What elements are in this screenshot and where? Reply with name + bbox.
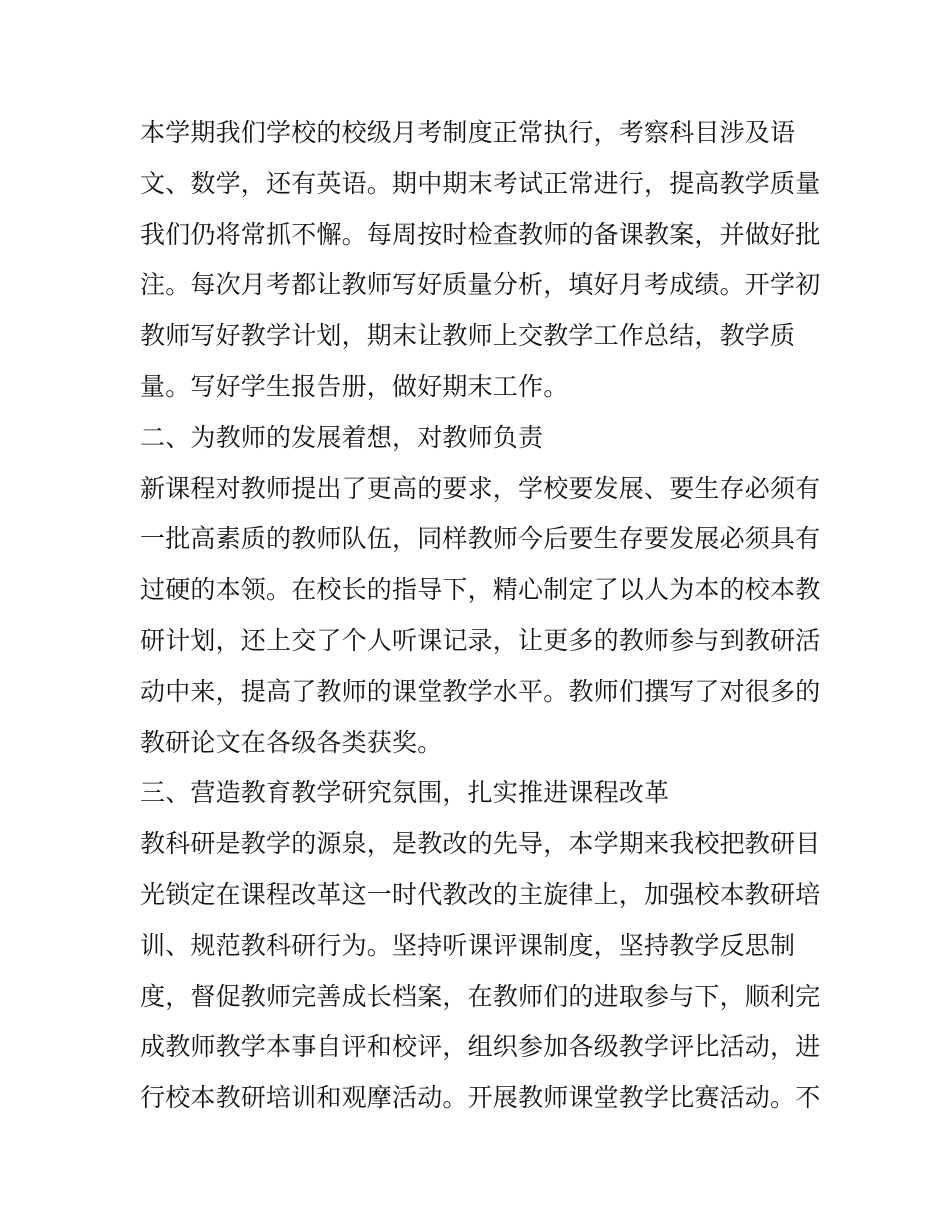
paragraph-line: 过硬的本领。在校长的指导下，精心制定了以人为本的校本教 <box>140 575 821 605</box>
paragraph-line: 动中来，提高了教师的课堂教学水平。教师们撰写了对很多的 <box>140 676 821 706</box>
paragraph-line: 量。写好学生报告册，做好期末工作。 <box>140 371 569 401</box>
paragraph-line: 训、规范教科研行为。坚持听课评课制度，坚持教学反思制 <box>140 930 796 960</box>
paragraph-line: 本学期我们学校的校级月考制度正常执行，考察科目涉及语 <box>140 118 796 147</box>
paragraph-line: 光锁定在课程改革这一时代教改的主旋律上，加强校本教研培 <box>140 879 821 909</box>
paragraph-line: 度，督促教师完善成长档案，在教师们的进取参与下，顺利完 <box>140 981 821 1011</box>
document-body <box>140 108 820 1124</box>
paragraph-line: 教研论文在各级各类获奖。 <box>140 727 443 757</box>
paragraph-line: 注。每次月考都让教师写好质量分析，填好月考成绩。开学初 <box>140 270 821 300</box>
paragraph-line: 一批高素质的教师队伍，同样教师今后要生存要发展必须具有 <box>140 524 821 554</box>
paragraph-line: 教师写好教学计划，期末让教师上交教学工作总结，教学质 <box>140 321 796 351</box>
paragraph-line: 行校本教研培训和观摩活动。开展教师课堂教学比赛活动。不 <box>140 1083 821 1113</box>
section-heading-2: 二、为教师的发展着想，对教师负责 <box>140 422 544 452</box>
paragraph-line: 文、数学，还有英语。期中期末考试正常进行，提高教学质量 <box>140 168 821 198</box>
paragraph-line: 新课程对教师提出了更高的要求，学校要发展、要生存必须有 <box>140 473 821 503</box>
paragraph-line: 我们仍将常抓不懈。每周按时检查教师的备课教案，并做好批 <box>140 219 821 249</box>
paragraph-line: 教科研是教学的源泉，是教改的先导，本学期来我校把教研目 <box>140 829 821 859</box>
paragraph-line: 研计划，还上交了个人听课记录，让更多的教师参与到教研活 <box>140 625 821 655</box>
section-heading-3: 三、营造教育教学研究氛围，扎实推进课程改革 <box>140 778 670 808</box>
paragraph-line: 成教师教学本事自评和校评，组织参加各级教学评比活动，进 <box>140 1032 821 1062</box>
